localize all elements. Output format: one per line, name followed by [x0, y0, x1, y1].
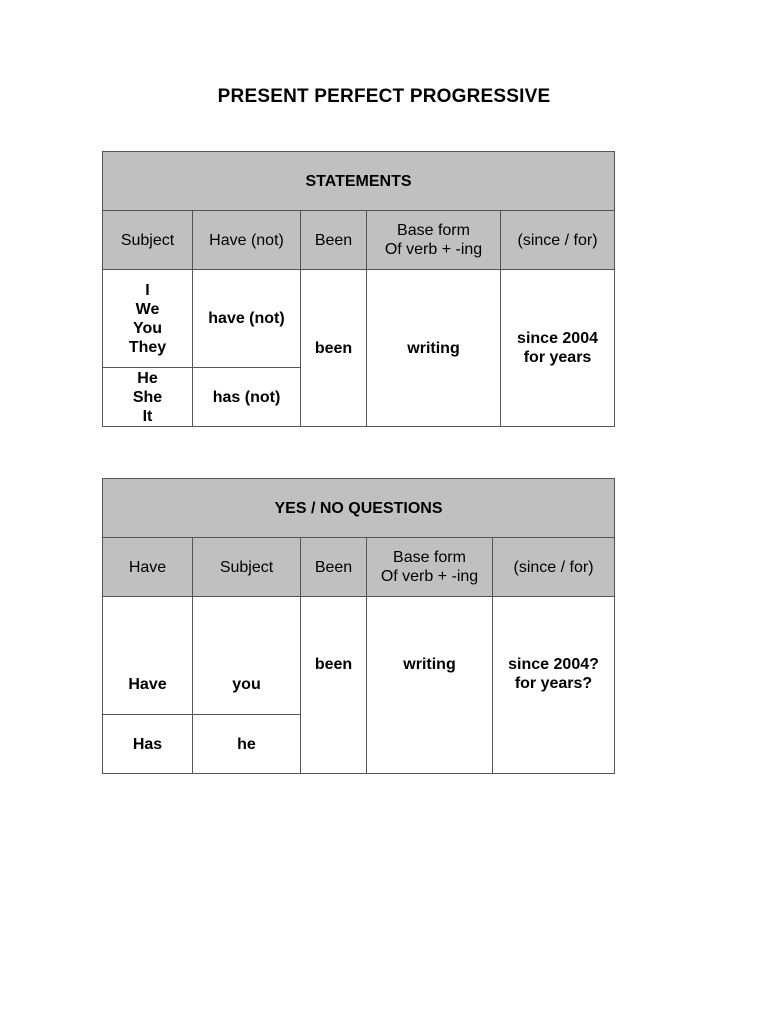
time-cell [501, 270, 615, 427]
question-auxiliary-have: Have [103, 597, 193, 715]
time-for: for years [523, 349, 592, 366]
subject-he: He [137, 369, 158, 387]
been-cell: been [301, 270, 367, 427]
page-title: PRESENT PERFECT PROGRESSIVE [217, 86, 551, 107]
question-time-for: for years? [514, 675, 593, 692]
subject-it: It [142, 407, 153, 425]
column-header-since-for: (since / for) [493, 538, 615, 597]
questions-table [102, 478, 615, 774]
column-header-base-form [367, 211, 501, 270]
subject-you: You [132, 319, 163, 337]
column-header-have: Have [103, 538, 193, 597]
question-subject-you: you [193, 597, 301, 715]
subject-she: She [132, 388, 163, 406]
column-header-base-form-line2: Of verb + -ing [384, 241, 483, 258]
subject-i: I [145, 281, 150, 299]
subject-they: They [128, 338, 167, 356]
question-subject-he: he [193, 715, 301, 774]
column-header-base-form-line1: Base form [397, 222, 470, 239]
column-header-been: Been [301, 538, 367, 597]
verb-cell: writing [367, 270, 501, 427]
auxiliary-have-not: have (not) [193, 270, 301, 368]
time-since: since 2004 [517, 330, 598, 347]
subject-plural-cell [103, 270, 193, 368]
question-auxiliary-has: Has [103, 715, 193, 774]
statements-header: STATEMENTS [103, 152, 615, 211]
column-header-base-form-line1: Base form [393, 549, 466, 566]
column-header-subject: Subject [193, 538, 301, 597]
column-header-base-form-line2: Of verb + -ing [380, 568, 479, 585]
question-time-cell [493, 597, 615, 774]
subject-we: We [135, 300, 160, 318]
question-time-since: since 2004? [508, 656, 599, 673]
column-header-have-not: Have (not) [193, 211, 301, 270]
statements-table [102, 151, 615, 427]
auxiliary-has-not: has (not) [193, 368, 301, 427]
questions-header: YES / NO QUESTIONS [103, 479, 615, 538]
question-been-cell: been [301, 597, 367, 774]
subject-singular-cell [103, 368, 193, 427]
column-header-subject: Subject [103, 211, 193, 270]
question-verb-cell: writing [367, 597, 493, 774]
column-header-been: Been [301, 211, 367, 270]
column-header-base-form [367, 538, 493, 597]
column-header-since-for: (since / for) [501, 211, 615, 270]
